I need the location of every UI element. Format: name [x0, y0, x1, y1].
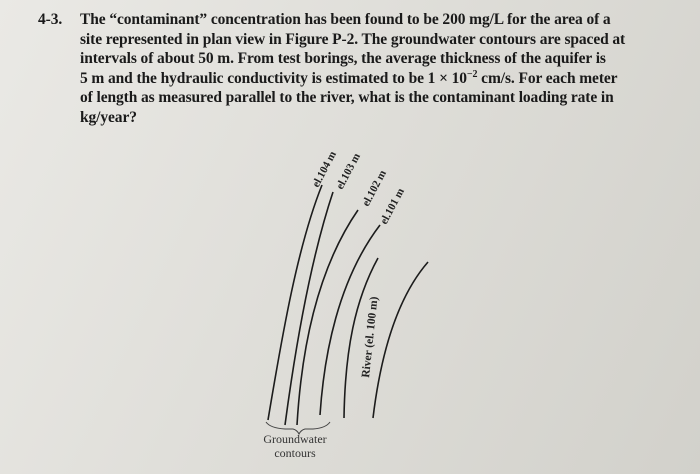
caption-line-2: contours	[274, 446, 316, 460]
contour-line-104	[268, 185, 322, 420]
problem-line-2: site represented in plan view in Figure P-2. The groundwater contours are spaced at	[80, 30, 626, 48]
contour-label-103: el.103 m	[334, 151, 364, 192]
problem-line-4-tail: cm/s. For each meter	[477, 69, 618, 87]
problem-line-6: kg/year?	[80, 108, 137, 126]
problem-number: 4-3.	[38, 11, 63, 28]
problem-line-1: The “contaminant” concentration has been found to be 200 mg/L for the area of a	[80, 11, 611, 28]
river-bank-right	[373, 262, 428, 418]
caption-line-1: Groundwater	[263, 432, 327, 446]
exponent: −2	[466, 68, 478, 80]
contour-line-102	[297, 210, 358, 425]
river-label: River (el. 100 m)	[360, 295, 381, 379]
problem-line-5: of length as measured parallel to the river, what is the contaminant loading rate in	[80, 89, 614, 106]
problem-line-3: intervals of about 50 m. From test borings, the average thickness of the aquifer is	[80, 50, 606, 67]
contour-label-104: el.104 m	[310, 149, 340, 190]
contour-label-102: el.102 m	[360, 168, 390, 209]
problem-line-4-text: 5 m and the hydraulic conductivity is estimated to be 1 × 10	[80, 69, 467, 87]
contour-line-103	[285, 192, 333, 425]
contour-label-101: el.101 m	[378, 186, 408, 227]
figure-caption	[250, 432, 340, 460]
